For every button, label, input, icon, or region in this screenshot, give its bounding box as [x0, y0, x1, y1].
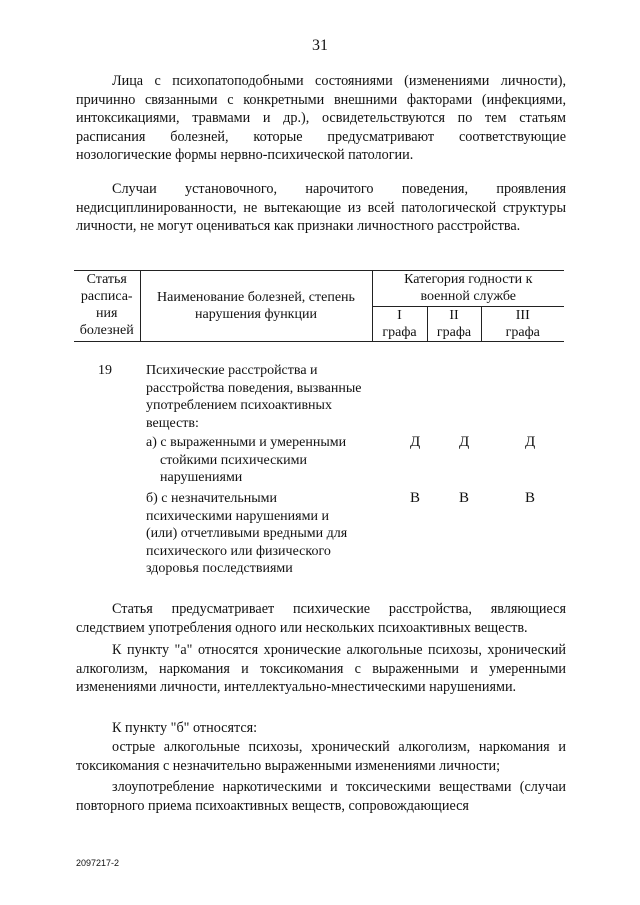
- body-paragraph-2-text: К пункту "а" относятся хронические алкогольные психозы, хронический алкоголизм, наркомания и токсикомания с выраженными и умеренными изменениями личности, интеллектуально-мнестическими нарушениями.: [76, 642, 566, 696]
- table-header: [74, 270, 564, 342]
- body-paragraph-1: [76, 600, 566, 637]
- grade-b-1: В: [410, 490, 421, 506]
- item-b-line: психического или физического: [146, 543, 331, 559]
- header-category-cell: [372, 271, 564, 307]
- article-title: [146, 362, 376, 432]
- intro-paragraph-1: [76, 72, 566, 165]
- grade-b-3: В: [525, 490, 536, 506]
- header-article-line: болезней: [79, 323, 134, 338]
- body-paragraph-1-text: Статья предусматривает психические расстройства, являющиеся следствием употребления одного или нескольких психоактивных веществ.: [76, 601, 566, 636]
- item-a-line: а) с выраженными и умеренными: [146, 435, 347, 450]
- grafa-roman: II: [449, 308, 459, 323]
- item-b-line: психическими нарушениями и: [146, 508, 329, 524]
- body-paragraph-3-text: К пункту "б" относятся:: [112, 720, 258, 736]
- grafa-roman: III: [515, 308, 530, 323]
- header-grafa-3: [481, 307, 564, 342]
- header-article-line: Статья: [86, 272, 127, 287]
- header-category-line: Категория годности к: [404, 272, 533, 287]
- article-title-line: веществ:: [146, 415, 199, 431]
- page-number: 31: [312, 37, 328, 54]
- item-a-line: нарушениями: [160, 470, 243, 485]
- grade-b-2: В: [459, 490, 470, 506]
- grade-a-3: Д: [525, 434, 536, 450]
- grade-a-1: Д: [410, 434, 421, 450]
- body-paragraph-5-text: злоупотребление наркотическими и токсическими веществами (случаи повторного приема психоактивных веществ, сопровождающиеся: [76, 779, 566, 814]
- header-name-line: нарушения функции: [195, 307, 317, 322]
- header-category-line: военной службе: [420, 289, 517, 304]
- intro-paragraph-2-text: Случаи установочного, нарочитого поведения, проявления недисциплинированности, не вытекающие из всей патологической структуры личности, не могут оцениваться как признаки личностного расстройства.: [76, 181, 566, 235]
- body-paragraph-4: [76, 738, 566, 775]
- article-item-b: [146, 490, 376, 578]
- item-b-line: здоровья последствиями: [146, 561, 293, 576]
- article-title-line: Психические расстройства и: [146, 363, 318, 378]
- grade-a-2: Д: [459, 434, 470, 450]
- grafa-roman: I: [397, 308, 402, 323]
- intro-paragraph-2: [76, 180, 566, 236]
- header-grafa-1: [372, 307, 427, 342]
- intro-paragraph-1-text: Лица с психопатоподобными состояниями (изменениями личности), причинно связанными с конкретными внешними факторами (инфекциями, интоксикациями, травмами и др.), освидетельствуются по тем статьям расписания болезней, которые предусматривают соответствующие нозологические формы нервно-психической патологии.: [76, 73, 566, 164]
- body-paragraph-3: [76, 719, 566, 738]
- header-name-cell: [140, 271, 372, 342]
- header-article-cell: [74, 271, 140, 342]
- article-number: 19: [98, 363, 112, 378]
- article-title-line: употреблением психоактивных: [146, 398, 332, 413]
- body-paragraph-5: [76, 778, 566, 815]
- header-article-line: расписа-: [80, 289, 133, 304]
- grafa-word: графа: [436, 325, 472, 340]
- header-name-line: Наименование болезней, степень: [157, 290, 355, 305]
- grafa-word: графа: [382, 325, 417, 340]
- article-title-line: расстройства поведения, вызванные: [146, 380, 362, 396]
- item-b-line: б) с незначительными: [146, 491, 278, 506]
- document-code: 2097217-2: [76, 858, 120, 868]
- body-paragraph-4-text: острые алкогольные психозы, хронический алкоголизм, наркомания и токсикомания с незначительно выраженными изменениями личности;: [76, 739, 566, 774]
- header-grafa-2: [427, 307, 481, 342]
- grafa-word: графа: [505, 325, 540, 340]
- body-paragraph-2: [76, 641, 566, 697]
- item-b-line: (или) отчетливыми вредными для: [146, 526, 348, 541]
- article-item-a: [146, 434, 376, 487]
- header-article-line: ния: [96, 306, 118, 321]
- item-a-line: стойкими психическими: [160, 452, 307, 468]
